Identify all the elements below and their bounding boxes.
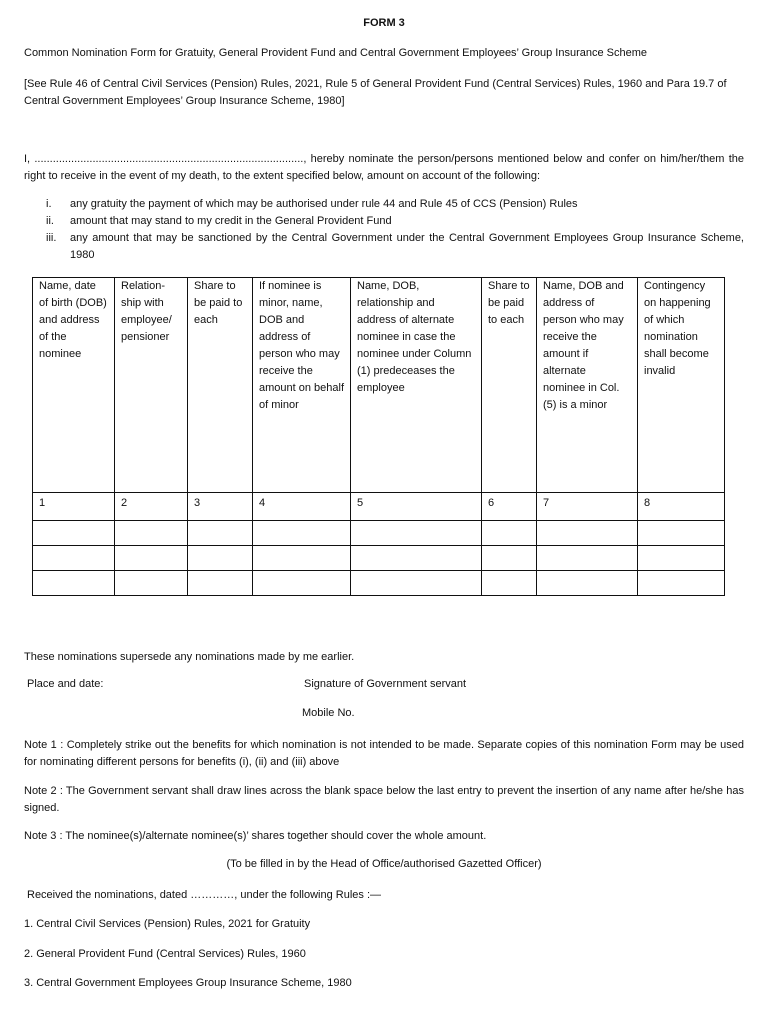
column-number-row [33, 493, 725, 521]
list-item-text: any gratuity the payment of which may be authorised under rule 44 and Rule 45 of CCS (Pension) Rules [70, 198, 578, 210]
column-number: 6 [482, 493, 537, 521]
column-number: 2 [115, 493, 188, 521]
form-subtitle: Common Nomination Form for Gratuity, General Provident Fund and Central Government Employees’ Group Insurance Scheme [24, 47, 647, 59]
table-row [33, 546, 725, 571]
table-header-cell: Contingency on happening of which nomination shall become invalid [638, 278, 725, 493]
table-cell[interactable] [115, 571, 188, 596]
table-cell[interactable] [351, 571, 482, 596]
table-header-cell: Share to be paid to each [482, 278, 537, 493]
rules-list-item: 3. Central Government Employees Group Insurance Scheme, 1980 [24, 977, 352, 989]
table-cell[interactable] [33, 571, 115, 596]
table-cell[interactable] [351, 521, 482, 546]
table-header-cell: Name, DOB, relationship and address of alternate nominee in case the nominee under Column (1) predeceases the employee [351, 278, 482, 493]
table-cell[interactable] [351, 546, 482, 571]
table-cell[interactable] [638, 571, 725, 596]
note-2: Note 2 : The Government servant shall draw lines across the blank space below the last entry to prevent the insertion of any name after he/she has signed. [24, 785, 744, 814]
received-nominations-text: Received the nominations, dated …………, under the following Rules :— [27, 889, 382, 901]
table-header-cell: Name, date of birth (DOB) and address of the nominee [33, 278, 115, 493]
note-1: Note 1 : Completely strike out the benefits for which nomination is not intended to be made. Separate copies of this nomination Form may be used for nominating different persons for benefits (i), (ii) and (iii) above [24, 739, 744, 768]
column-number: 8 [638, 493, 725, 521]
list-item-number: i. [46, 198, 52, 210]
column-number: 1 [33, 493, 115, 521]
list-item-text: any amount that may be sanctioned by the Central Government under the Central Government Employees Group Insurance Scheme, 1980 [70, 232, 744, 261]
table-cell[interactable] [115, 546, 188, 571]
table-cell[interactable] [188, 571, 253, 596]
form-title: FORM 3 [363, 17, 405, 29]
column-number: 3 [188, 493, 253, 521]
table-cell[interactable] [188, 546, 253, 571]
signature-label: Signature of Government servant [304, 678, 467, 690]
table-cell[interactable] [253, 546, 351, 571]
table-cell[interactable] [253, 571, 351, 596]
list-item-number: iii. [46, 232, 57, 244]
benefits-list [24, 196, 744, 264]
table-cell[interactable] [482, 571, 537, 596]
table-row [33, 571, 725, 596]
table-cell[interactable] [33, 546, 115, 571]
table-cell[interactable] [253, 521, 351, 546]
note-3: Note 3 : The nominee(s)/alternate nominee(s)’ shares together should cover the whole amount. [24, 830, 487, 842]
nominee-table [32, 277, 725, 596]
mobile-label: Mobile No. [302, 707, 355, 719]
table-cell[interactable] [638, 521, 725, 546]
table-cell[interactable] [482, 521, 537, 546]
rules-reference: [See Rule 46 of Central Civil Services (Pension) Rules, 2021, Rule 5 of General Provident Fund (Central Services) Rules, 1960 and Para 19.7 of Central Government Employees’ Group Insurance Scheme, 1980] [24, 78, 727, 107]
table-cell[interactable] [188, 521, 253, 546]
nomination-declaration: I, ........................................................................................, hereby nominate the person/persons mentioned below and confer on him/her/them the right to receive in the event of my death, to the extent specified below, amount on account of the following: [24, 153, 744, 182]
office-use-heading: (To be filled in by the Head of Office/authorised Gazetted Officer) [226, 858, 542, 870]
table-cell[interactable] [537, 521, 638, 546]
column-number: 5 [351, 493, 482, 521]
table-header-cell: Name, DOB and address of person who may receive the amount if alternate nominee in Col. (5) is a minor [537, 278, 638, 493]
table-header-cell: Relation-ship with employee/ pensioner [115, 278, 188, 493]
rules-list-item: 1. Central Civil Services (Pension) Rules, 2021 for Gratuity [24, 918, 311, 930]
supersede-statement: These nominations supersede any nominations made by me earlier. [24, 651, 355, 663]
place-date-label: Place and date: [27, 678, 104, 690]
table-cell[interactable] [33, 521, 115, 546]
list-item [24, 230, 744, 264]
list-item-text: amount that may stand to my credit in the General Provident Fund [70, 215, 392, 227]
list-item-number: ii. [46, 215, 54, 227]
rules-list-item: 2. General Provident Fund (Central Services) Rules, 1960 [24, 948, 306, 960]
list-item [24, 196, 744, 213]
table-header-row [33, 278, 725, 493]
table-cell[interactable] [482, 546, 537, 571]
column-number: 7 [537, 493, 638, 521]
table-cell[interactable] [638, 546, 725, 571]
table-cell[interactable] [115, 521, 188, 546]
list-item [24, 213, 744, 230]
table-cell[interactable] [537, 571, 638, 596]
table-cell[interactable] [537, 546, 638, 571]
column-number: 4 [253, 493, 351, 521]
table-header-cell: If nominee is minor, name, DOB and address of person who may receive the amount on behalf of minor [253, 278, 351, 493]
table-header-cell: Share to be paid to each [188, 278, 253, 493]
table-row [33, 521, 725, 546]
